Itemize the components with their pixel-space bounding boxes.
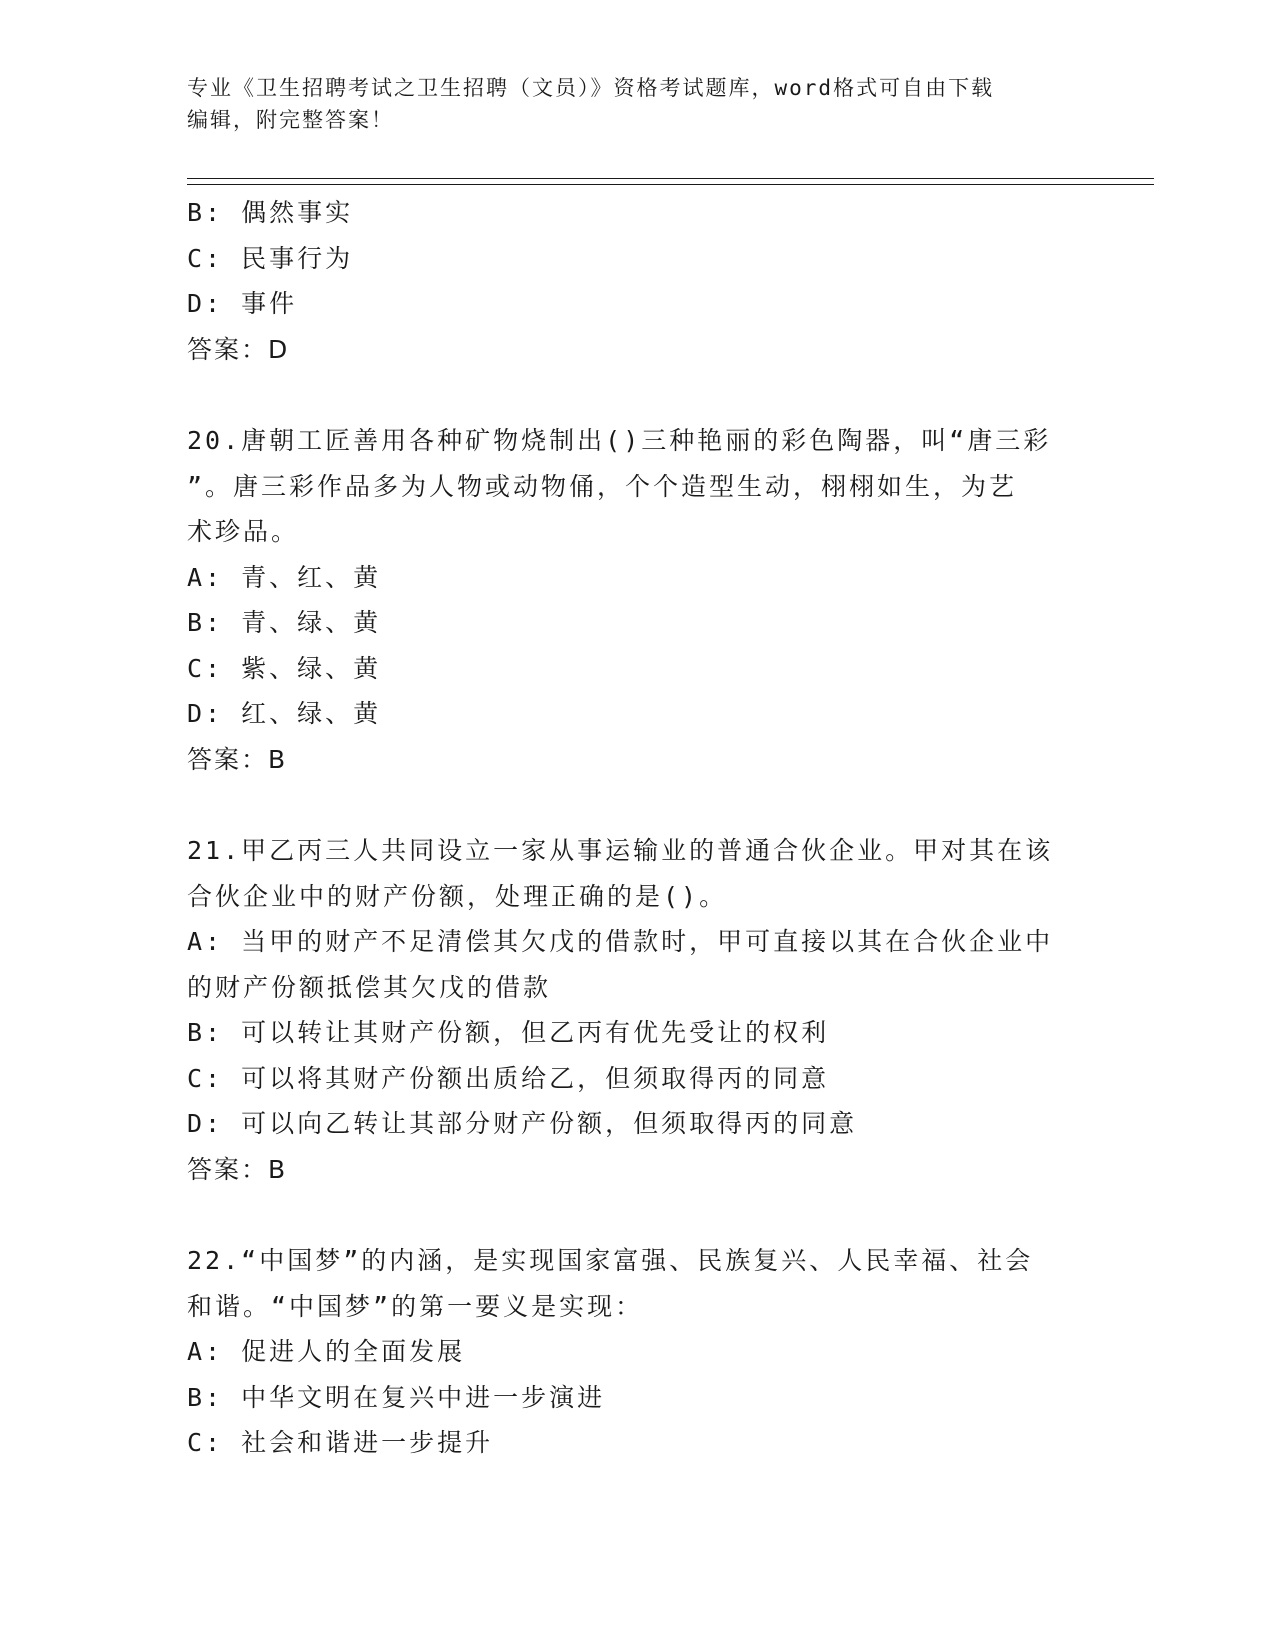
- question-19-continued: [187, 190, 1077, 372]
- option-a-continued: 的财产份额抵偿其欠戊的借款: [187, 972, 552, 1002]
- question-text-line: 和谐。“中国梦”的第一要义是实现：: [187, 1291, 644, 1321]
- option-c: C: 可以将其财产份额出质给乙，但须取得丙的同意: [187, 1063, 830, 1093]
- question-text-line: 术珍品。: [187, 517, 300, 546]
- option-d: D: 事件: [187, 289, 298, 318]
- option-d: D: 可以向乙转让其部分财产份额，但须取得丙的同意: [187, 1109, 858, 1138]
- question-22: [187, 1238, 1077, 1466]
- option-c: C: 社会和谐进一步提升: [187, 1428, 494, 1457]
- option-a: A: 青、红、黄: [187, 562, 382, 592]
- spacer: [187, 1192, 1077, 1238]
- question-20: [187, 418, 1077, 782]
- spacer: [187, 782, 1077, 828]
- option-a: A: 当甲的财产不足清偿其欠戊的借款时，甲可直接以其在合伙企业中: [187, 927, 1054, 956]
- spacer: [187, 372, 1077, 418]
- option-d: D: 红、绿、黄: [187, 699, 382, 728]
- document-header: [187, 72, 1087, 136]
- question-text-line: 20.唐朝工匠善用各种矿物烧制出()三种艳丽的彩色陶器，叫“唐三彩: [187, 426, 1052, 455]
- header-divider: [187, 178, 1154, 185]
- option-a: A: 促进人的全面发展: [187, 1337, 466, 1366]
- answer-line: 答案：B: [187, 1154, 288, 1184]
- option-c: C: 紫、绿、黄: [187, 653, 382, 683]
- header-line-2: 编辑，附完整答案！: [187, 108, 394, 132]
- header-line-1: 专业《卫生招聘考试之卫生招聘（文员）》资格考试题库，word格式可自由下载: [187, 76, 995, 100]
- option-c: C: 民事行为: [187, 243, 354, 273]
- question-text-line: 合伙企业中的财产份额，处理正确的是()。: [187, 881, 728, 911]
- option-b: B: 中华文明在复兴中进一步演进: [187, 1382, 606, 1412]
- question-text-line: ”。唐三彩作品多为人物或动物俑，个个造型生动，栩栩如生，为艺: [187, 471, 1018, 501]
- option-b: B: 可以转让其财产份额，但乙丙有优先受让的权利: [187, 1018, 830, 1047]
- answer-line: 答案：D: [187, 334, 290, 364]
- option-b: B: 青、绿、黄: [187, 608, 382, 637]
- question-21: [187, 828, 1077, 1192]
- question-list: [187, 190, 1077, 1466]
- question-text-line: 21.甲乙丙三人共同设立一家从事运输业的普通合伙企业。甲对其在该: [187, 836, 1054, 865]
- option-b: B: 偶然事实: [187, 198, 354, 227]
- question-text-line: 22.“中国梦”的内涵，是实现国家富强、民族复兴、人民幸福、社会: [187, 1246, 1034, 1275]
- answer-line: 答案：B: [187, 744, 288, 774]
